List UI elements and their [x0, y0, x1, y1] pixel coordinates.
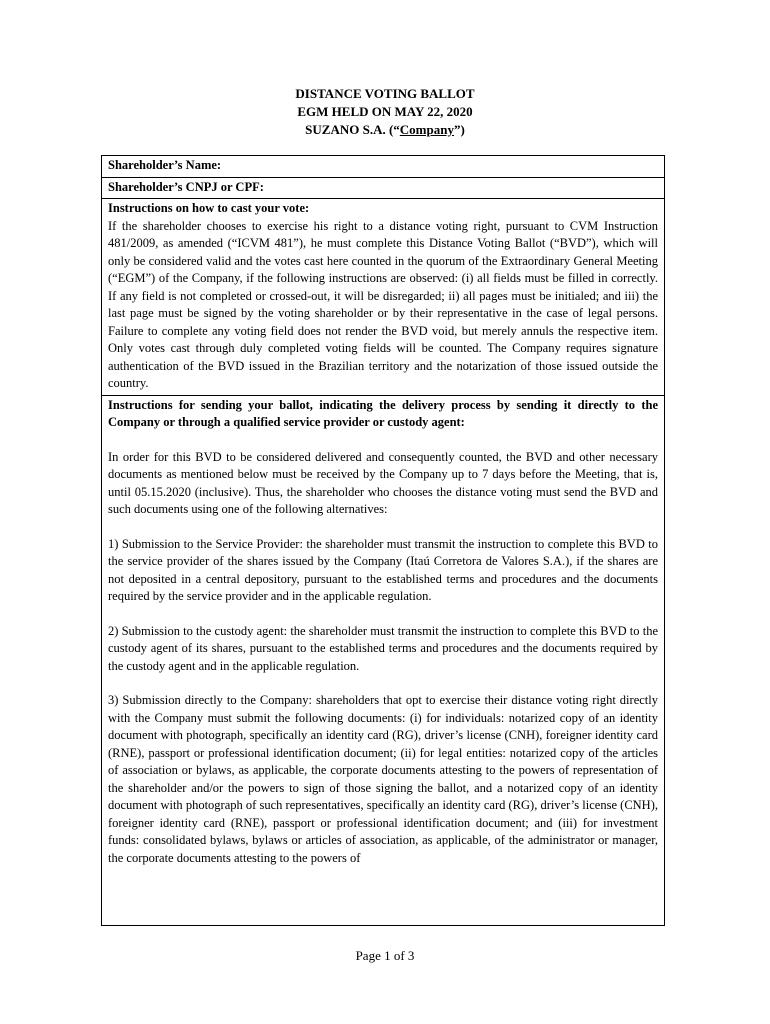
- company-prefix: SUZANO S.A. (“: [305, 122, 400, 137]
- shareholder-cnpj-row[interactable]: [102, 178, 664, 200]
- meeting-date: EGM HELD ON MAY 22, 2020: [297, 104, 473, 119]
- sending-intro: In order for this BVD to be considered delivered and consequently counted, the BVD and other necessary documents as mentioned below must be received by the Company up to 7 days before the Meeting, that is, until 05.15.2020 (inclusive). Thus, the shareholder who chooses the distance voting must send the BVD and such documents using one of the following alternatives:: [108, 449, 658, 516]
- shareholder-name-label: Shareholder’s Name:: [108, 158, 222, 172]
- option-service-provider: 1) Submission to the Service Provider: the shareholder must transmit the instruction to complete this BVD to the service provider of the shares issued by the Company (Itaú Corretora de Valores S.A.), if the shares are not deposited in a central depository, pursuant to the established terms and procedures and the documents required by the service provider and in the applicable regulation.: [108, 536, 658, 603]
- ballot-table: [101, 155, 665, 926]
- option-company-direct: 3) Submission directly to the Company: shareholders that opt to exercise their distance voting right directly with the Company must submit the following documents: (i) for individuals: notarized copy of an identity document with photograph, specifically an identity card (RG), driver’s license (CNH), foreigner identity card (RNE), passport or professional identification document; (ii) for legal entities: notarized copy of the articles of association or bylaws, as applicable, the corporate documents attesting to the powers of representation of the shareholder and/or the powers to sign of those signing the ballot, and a notarized copy of an identity document with photograph of such representatives, specifically an identity card (RG), driver’s license (CNH), foreigner identity card (RNE), passport or professional identification document; and (iii) for investment funds: consolidated bylaws, bylaws or articles of association, as applicable, of the administrator or manager, the corporate documents attesting to the powers of: [108, 693, 658, 865]
- sending-instructions-row: [102, 396, 664, 870]
- page-number: Page 1 of 3: [355, 948, 415, 963]
- company-line: [0, 121, 770, 139]
- voting-instructions-heading: Instructions on how to cast your vote:: [108, 201, 310, 215]
- document-header: [0, 85, 770, 139]
- company-suffix: ”): [453, 122, 465, 137]
- ballot-title: DISTANCE VOTING BALLOT: [295, 86, 475, 101]
- voting-instructions-row: [102, 199, 664, 396]
- shareholder-cnpj-label: Shareholder’s CNPJ or CPF:: [108, 179, 264, 194]
- sending-instructions-heading: Instructions for sending your ballot, indicating the delivery process by sending it directly to the Company or through a qualified service provider or custody agent:: [108, 397, 658, 429]
- shareholder-name-row[interactable]: [102, 156, 664, 178]
- option-custody-agent: 2) Submission to the custody agent: the shareholder must transmit the instruction to complete this BVD to the custody agent of its shares, pursuant to the established terms and procedures and the documents required by the custody agent and in the applicable regulation.: [108, 623, 658, 673]
- company-word: Company: [399, 122, 454, 137]
- voting-instructions-text: If the shareholder chooses to exercise his right to a distance voting right, pursuant to CVM Instruction 481/2009, as amended (“ICVM 481”), he must complete this Distance Voting Ballot (“BVD”), which will only be considered valid and the votes cast here counted in the quorum of the Extraordinary General Meeting (“EGM”) of the Company, if the following instructions are observed: (i) all fields must be filled in correctly. If any field is not completed or crossed-out, it will be disregarded; ii) all pages must be initialed; and iii) the last page must be signed by the voting shareholder or by their representative in the case of legal persons. Failure to complete any voting field does not render the BVD void, but merely annuls the respective item. Only votes cast through duly completed voting fields will be counted. The Company requires signature authentication of the BVD issued in the Brazilian territory and the notarization of those issued outside the country.: [108, 218, 658, 390]
